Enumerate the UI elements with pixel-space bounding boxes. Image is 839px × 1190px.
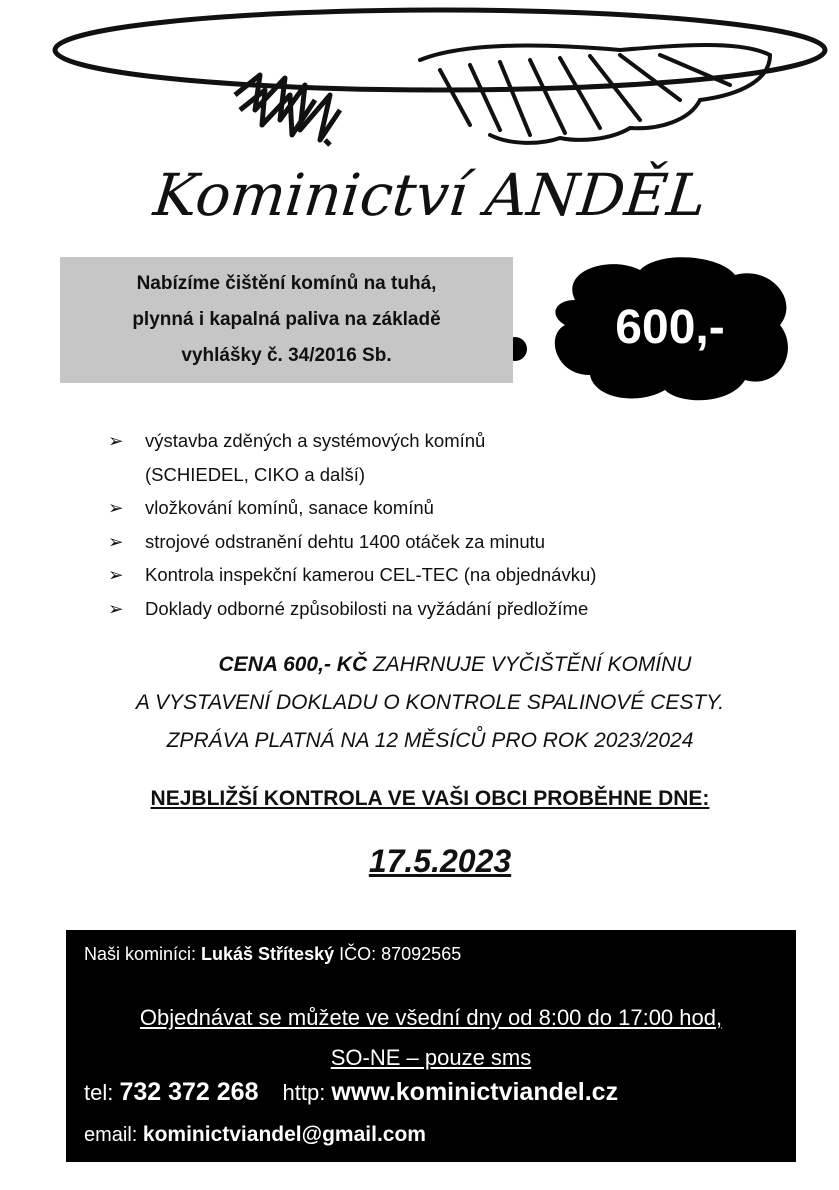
price-info: CENA 600,- KČ ZAHRNUJE VYČIŠTĚNÍ KOMÍNU A VYSTAVENÍ DOKLADU O KONTROLE SPALINOVÉ CESTY. ZPRÁVA PLATNÁ NA 12 MĚSÍCŮ PRO ROK 2023/2024 — [135, 653, 725, 752]
website-link[interactable]: www.kominictviandel.cz — [331, 1078, 619, 1106]
list-item: ➢ Kontrola inspekční kamerou CEL-TEC (na objednávku) — [108, 558, 596, 592]
next-inspection-date: 17.5.2023 — [368, 843, 512, 879]
list-item: ➢ strojové odstranění dehtu 1400 otáček za minutu — [108, 525, 596, 559]
intro-line: plynná i kapalná paliva na základě — [132, 309, 441, 330]
price-bubble-text: 600,- — [615, 301, 725, 354]
intro-line: vyhlášky č. 34/2016 Sb. — [181, 345, 392, 366]
brand-title: Kominictví ANDĚL — [150, 161, 710, 229]
list-item: ➢ vložkování komínů, sanace komínů — [108, 491, 596, 525]
wings-icon — [420, 45, 770, 143]
services-list — [108, 424, 596, 625]
arrow-bullet-icon: ➢ — [108, 430, 124, 451]
email-link[interactable]: kominictviandel@gmail.com — [142, 1123, 426, 1146]
tel-web-line: tel: 732 372 268 http: www.kominictviandel.cz — [84, 1078, 619, 1106]
order-hours: Objednávat se můžete ve všední dny od 8:00 do 17:00 hod, SO-NE – pouze sms — [139, 1005, 723, 1070]
phone-number[interactable]: 732 372 268 — [119, 1078, 259, 1106]
list-item: (SCHIEDEL, CIKO a další) — [145, 463, 366, 485]
arrow-bullet-icon: ➢ — [108, 497, 124, 518]
contact-box — [66, 930, 796, 1162]
list-item: ➢ výstavba zděných a systémových komínů — [108, 424, 596, 458]
next-inspection-label: NEJBLIŽŠÍ KONTROLA VE VAŠI OBCI PROBĚHNE DNE: — [150, 787, 710, 810]
arrow-bullet-icon: ➢ — [108, 597, 124, 619]
arrow-bullet-icon: ➢ — [108, 530, 124, 552]
sweeps-line: Naši kominíci: Lukáš Stříteský IČO: 87092565 — [84, 944, 462, 964]
arrow-bullet-icon: ➢ — [108, 564, 124, 585]
list-item: ➢ Doklady odborné způsobilosti na vyžádání předložíme — [108, 592, 596, 626]
intro-box — [60, 257, 513, 383]
email-line: email: kominictviandel@gmail.com — [84, 1123, 426, 1146]
intro-line: Nabízíme čištění komínů na tuhá, — [136, 273, 437, 294]
